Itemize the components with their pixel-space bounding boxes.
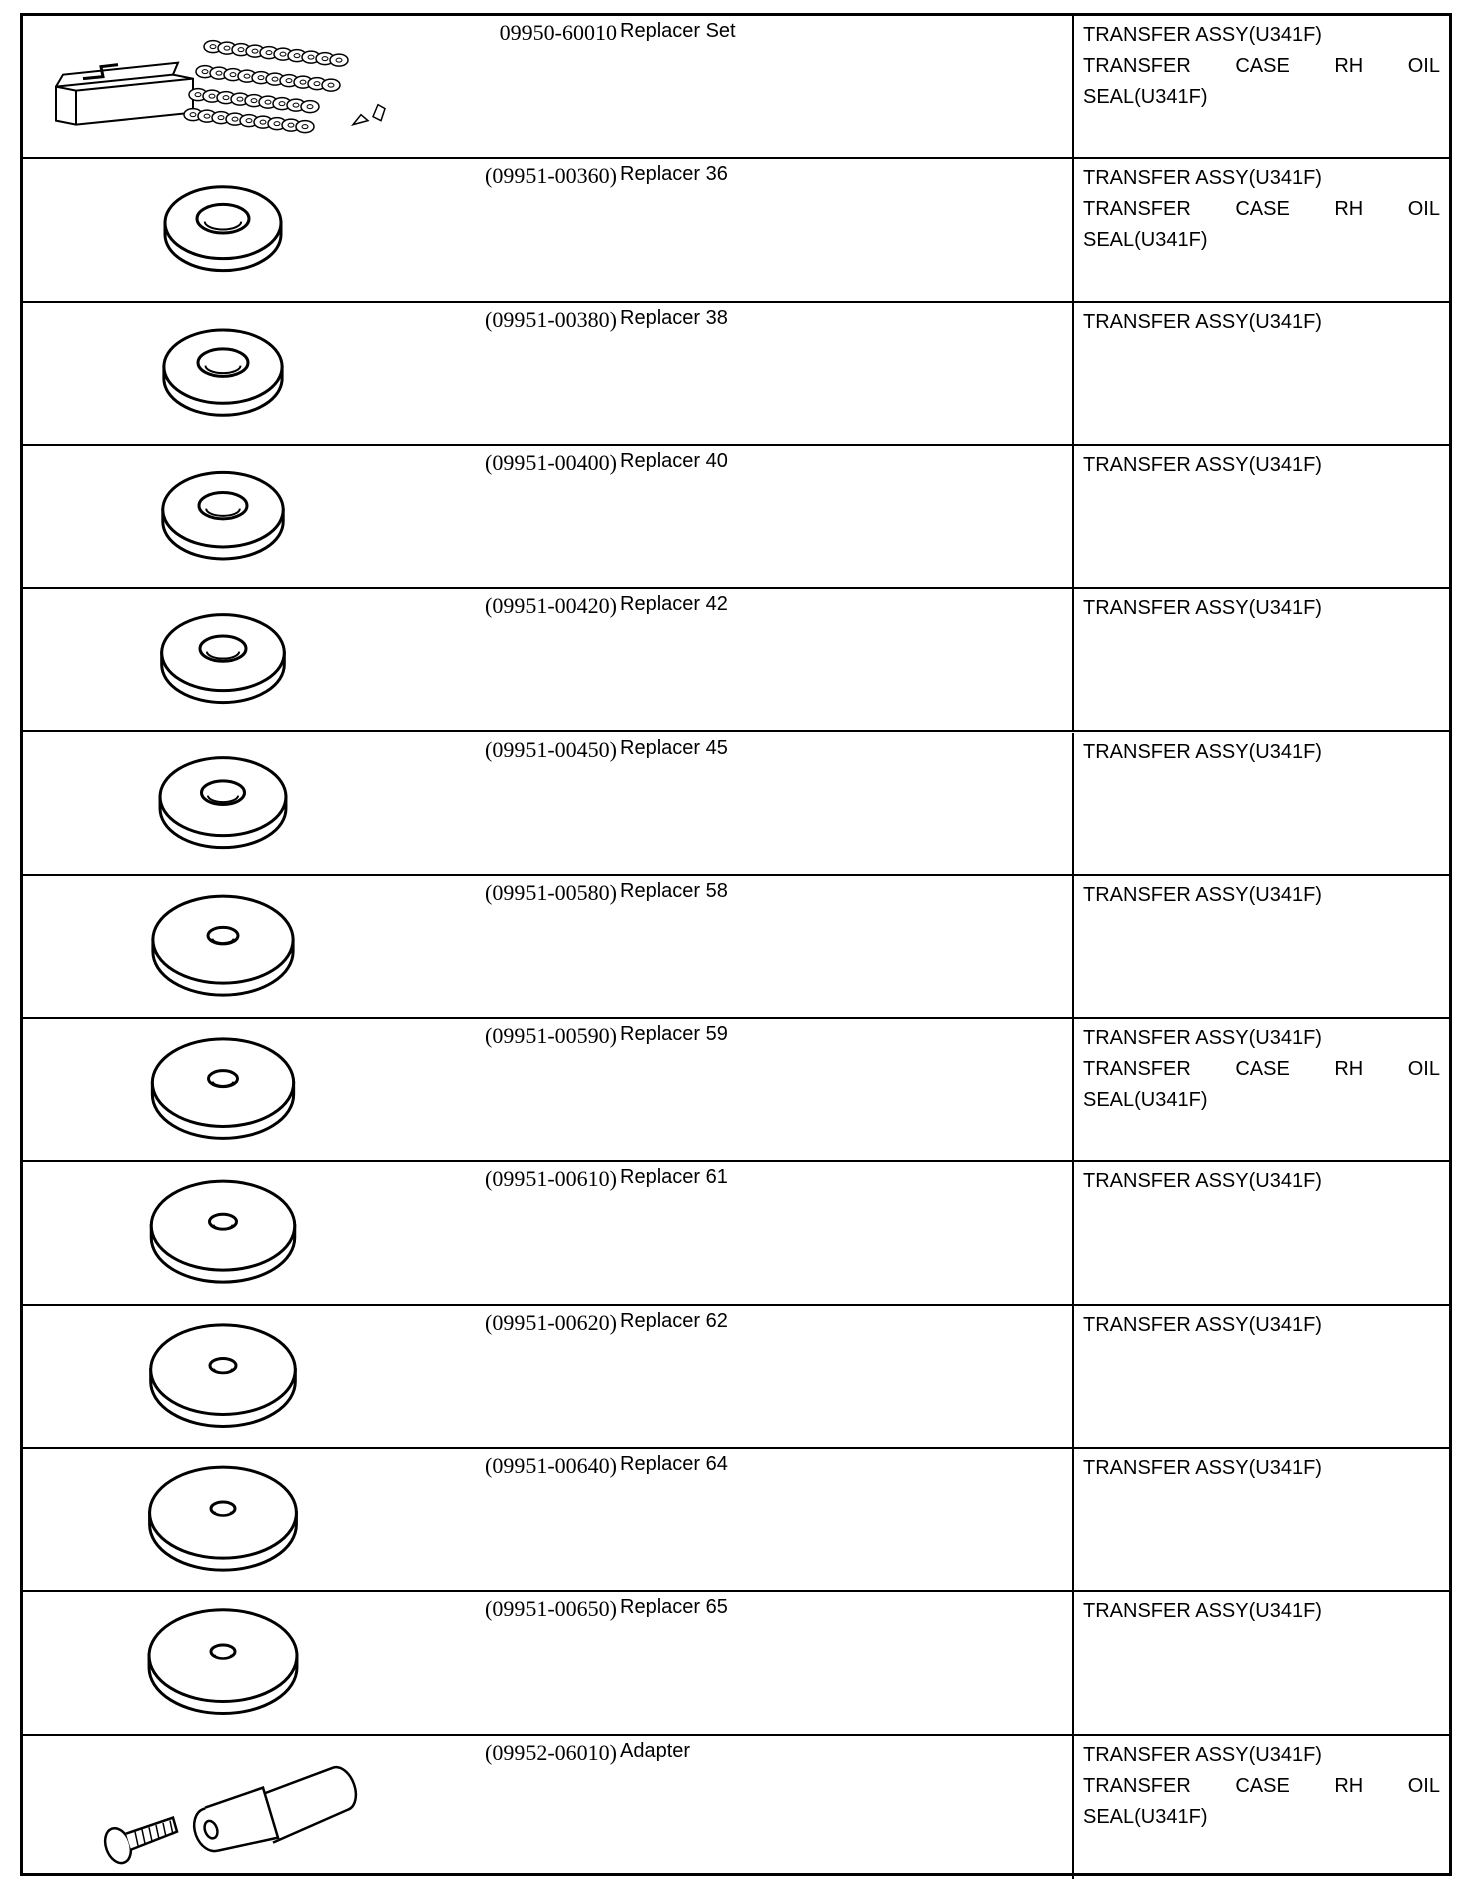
column-divider: [1072, 1736, 1074, 1879]
part-number: (09951-00590): [485, 1023, 617, 1049]
tool-row: [23, 589, 1449, 732]
part-number: (09951-00400): [485, 449, 617, 475]
tool-row: [23, 446, 1449, 589]
application-line: [1083, 880, 1440, 911]
application-word: OIL: [1407, 1058, 1440, 1081]
application-word: CASE: [1235, 1774, 1290, 1797]
application-word: TRANSFER: [1083, 1774, 1191, 1797]
application-list: [1083, 1740, 1440, 1833]
tool-name: Replacer 58: [620, 879, 728, 902]
application-line: [1083, 1166, 1440, 1197]
application-word: TRANSFER ASSY(U341F): [1083, 883, 1322, 906]
application-word: SEAL(U341F): [1083, 1089, 1208, 1112]
part-number: (09951-00650): [485, 1596, 617, 1622]
part-number: 09950-60010: [499, 20, 617, 45]
part-number: (09951-00620): [485, 1309, 617, 1335]
replacer-disc-icon: [23, 1019, 433, 1160]
tool-name: Replacer 59: [620, 1023, 728, 1046]
replacer-disc-icon: [23, 159, 433, 300]
application-word: TRANSFER ASSY(U341F): [1083, 1600, 1322, 1623]
part-number: (09951-00380): [485, 306, 617, 332]
tool-name: Replacer 65: [620, 1596, 728, 1619]
tool-row: [23, 16, 1449, 159]
application-line: [1083, 1023, 1440, 1054]
tool-name: Replacer 42: [620, 593, 728, 616]
application-word: SEAL(U341F): [1083, 1805, 1208, 1828]
replacer-disc-icon: [23, 303, 433, 444]
application-line: [1083, 82, 1440, 113]
application-line: [1083, 1085, 1440, 1116]
application-word: TRANSFER ASSY(U341F): [1083, 167, 1322, 190]
replacer-disc-icon: [23, 1306, 433, 1447]
replacer-disc-icon: [23, 446, 433, 587]
column-divider: [1072, 1592, 1074, 1733]
part-number: (09952-06010): [485, 1739, 617, 1765]
application-line: [1083, 1596, 1440, 1627]
application-word: TRANSFER: [1083, 1058, 1191, 1081]
adapter-and-bolt-icon: [23, 1736, 433, 1879]
tool-row: [23, 733, 1449, 876]
tool-name: Replacer 45: [620, 736, 728, 759]
column-divider: [1072, 159, 1074, 300]
tool-row: [23, 1162, 1449, 1305]
application-word: TRANSFER ASSY(U341F): [1083, 24, 1322, 46]
application-word: TRANSFER ASSY(U341F): [1083, 310, 1322, 333]
application-list: [1083, 1453, 1440, 1484]
replacer-disc-icon: [23, 733, 433, 874]
tool-row: [23, 876, 1449, 1019]
application-list: [1083, 163, 1440, 256]
replacer-disc-icon: [23, 1449, 433, 1590]
application-word: SEAL(U341F): [1083, 229, 1208, 252]
column-divider: [1072, 1449, 1074, 1590]
tool-name: Replacer 64: [620, 1453, 728, 1475]
tool-row: [23, 1592, 1449, 1735]
replacer-disc-icon: [23, 589, 433, 730]
part-number: (09951-00450): [485, 736, 617, 762]
application-line: [1083, 450, 1440, 481]
application-line: [1083, 20, 1440, 51]
column-divider: [1072, 1162, 1074, 1303]
application-list: [1083, 450, 1440, 481]
application-list: [1083, 1310, 1440, 1341]
application-line: [1083, 1771, 1440, 1802]
tool-row: [23, 1449, 1449, 1592]
application-line: [1083, 1310, 1440, 1341]
application-word: TRANSFER: [1083, 55, 1191, 77]
application-line: [1083, 1054, 1440, 1085]
application-line: [1083, 163, 1440, 194]
tool-name: Replacer 38: [620, 306, 728, 329]
application-word: TRANSFER ASSY(U341F): [1083, 597, 1322, 620]
tool-name: Replacer 36: [620, 163, 728, 186]
tool-name: Replacer 62: [620, 1309, 728, 1332]
application-word: CASE: [1235, 1058, 1290, 1081]
application-word: TRANSFER ASSY(U341F): [1083, 1743, 1322, 1766]
column-divider: [1072, 446, 1074, 587]
application-word: TRANSFER ASSY(U341F): [1083, 1457, 1322, 1479]
application-line: [1083, 225, 1440, 256]
tool-name: Replacer Set: [620, 20, 736, 42]
tool-name: Replacer 40: [620, 449, 728, 472]
replacer-disc-icon: [23, 1162, 433, 1303]
application-list: [1083, 1596, 1440, 1627]
application-list: [1083, 307, 1440, 338]
application-word: TRANSFER ASSY(U341F): [1083, 453, 1322, 476]
application-list: [1083, 593, 1440, 624]
application-word: TRANSFER ASSY(U341F): [1083, 1170, 1322, 1193]
tool-row: [23, 303, 1449, 446]
application-list: [1083, 1023, 1440, 1116]
column-divider: [1072, 303, 1074, 444]
tool-name: Adapter: [620, 1739, 691, 1762]
application-line: [1083, 51, 1440, 82]
part-number: (09951-00420): [485, 593, 617, 619]
application-word: CASE: [1235, 55, 1290, 77]
application-line: [1083, 307, 1440, 338]
column-divider: [1072, 16, 1074, 157]
application-word: RH: [1334, 55, 1364, 77]
application-word: OIL: [1407, 198, 1440, 221]
application-line: [1083, 1740, 1440, 1771]
column-divider: [1072, 1306, 1074, 1447]
column-divider: [1072, 1019, 1074, 1160]
application-word: TRANSFER: [1083, 198, 1191, 221]
part-number: (09951-00580): [485, 879, 617, 905]
application-word: TRANSFER ASSY(U341F): [1083, 740, 1322, 763]
column-divider: [1072, 876, 1074, 1017]
tool-name: Replacer 61: [620, 1166, 728, 1189]
application-line: [1083, 737, 1440, 768]
application-line: [1083, 194, 1440, 225]
application-list: [1083, 737, 1440, 768]
application-list: [1083, 20, 1440, 113]
application-word: TRANSFER ASSY(U341F): [1083, 1313, 1322, 1336]
column-divider: [1072, 733, 1074, 874]
application-list: [1083, 1166, 1440, 1197]
part-number: (09951-00640): [485, 1453, 617, 1478]
part-number: (09951-00610): [485, 1166, 617, 1192]
column-divider: [1072, 589, 1074, 730]
part-number: (09951-00360): [485, 163, 617, 189]
replacer-set-case-icon: [23, 16, 433, 157]
tool-row: [23, 1736, 1449, 1879]
tool-row: [23, 1306, 1449, 1449]
tool-row: [23, 159, 1449, 302]
application-line: [1083, 1453, 1440, 1484]
application-list: [1083, 880, 1440, 911]
application-line: [1083, 1802, 1440, 1833]
application-word: RH: [1334, 198, 1364, 221]
tool-row: [23, 1019, 1449, 1162]
replacer-disc-icon: [23, 1592, 433, 1733]
application-word: OIL: [1407, 55, 1440, 77]
application-word: SEAL(U341F): [1083, 86, 1208, 108]
application-word: OIL: [1407, 1774, 1440, 1797]
replacer-disc-icon: [23, 876, 433, 1017]
application-line: [1083, 593, 1440, 624]
special-service-tools-table: [20, 13, 1452, 1876]
application-word: CASE: [1235, 198, 1290, 221]
application-word: TRANSFER ASSY(U341F): [1083, 1027, 1322, 1050]
application-word: RH: [1334, 1774, 1364, 1797]
application-word: RH: [1334, 1058, 1364, 1081]
